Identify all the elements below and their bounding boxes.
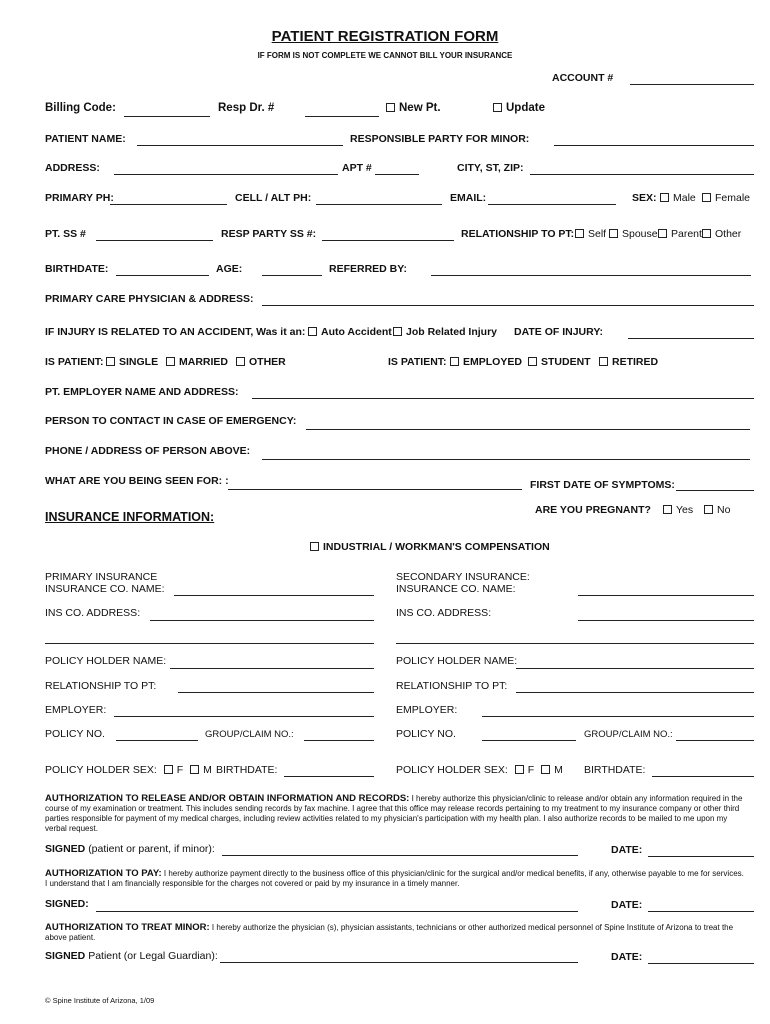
other-marital-label: OTHER (249, 356, 286, 368)
minor-authorization-block (45, 923, 745, 943)
form-subtitle: IF FORM IS NOT COMPLETE WE CANNOT BILL YOUR INSURANCE (257, 51, 513, 60)
primary-employer-label: EMPLOYER: (45, 704, 107, 716)
secondary-insurance-label (396, 571, 530, 595)
patient-name-field[interactable] (137, 145, 343, 146)
signed-guardian-label (45, 950, 218, 962)
checkbox-icon[interactable] (658, 229, 667, 238)
employed-label: EMPLOYED (463, 356, 522, 368)
checkbox-icon[interactable] (386, 103, 395, 112)
m-label: M (554, 764, 563, 776)
resp-ss-field[interactable] (322, 240, 454, 241)
checkbox-icon[interactable] (393, 327, 402, 336)
secondary-policy-holder-label: POLICY HOLDER NAME: (396, 655, 518, 667)
minor-title: AUTHORIZATION TO TREAT MINOR: (45, 922, 210, 933)
update-label: Update (506, 102, 545, 114)
primary-employer-field[interactable] (114, 716, 374, 717)
sex-male-option[interactable] (660, 192, 696, 204)
phone-address-field[interactable] (262, 459, 750, 460)
secondary-insurance-line2: INSURANCE CO. NAME: (396, 583, 516, 595)
first-date-text: FIRST DATE OF SYMPTOMS (530, 479, 672, 491)
ss-field[interactable] (96, 240, 213, 241)
email-label: EMAIL: (450, 192, 487, 204)
secondary-ins-name-field[interactable] (578, 595, 754, 596)
primary-birthdate-field[interactable] (284, 776, 374, 777)
secondary-relationship-label: RELATIONSHIP TO PT: (396, 680, 508, 692)
primary-ins-address-label: INS CO. ADDRESS: (45, 607, 141, 619)
rel-self-option[interactable] (575, 228, 606, 240)
phone-address-label: PHONE / ADDRESS OF PERSON ABOVE: (45, 445, 251, 457)
primary-insurance-label (45, 571, 165, 595)
checkbox-icon[interactable] (310, 542, 319, 551)
primary-insurance-line2: INSURANCE CO. NAME: (45, 583, 165, 595)
account-label: ACCOUNT # (552, 72, 614, 84)
pay-authorization-block (45, 869, 745, 889)
release-title: AUTHORIZATION TO RELEASE AND/OR OBTAIN INFORMATION AND RECORDS: (45, 793, 410, 804)
primary-policy-holder-field[interactable] (170, 668, 374, 669)
primary-ins-name-field[interactable] (174, 595, 374, 596)
checkbox-icon[interactable] (528, 357, 537, 366)
pay-title: AUTHORIZATION TO PAY: (45, 868, 162, 879)
job-injury-label: Job Related Injury (406, 326, 498, 338)
new-pt-label: New Pt. (399, 102, 441, 114)
checkbox-icon[interactable] (308, 327, 317, 336)
f-label: F (176, 764, 184, 776)
sex-female-option[interactable] (702, 192, 750, 204)
signed-rest: Patient (or Legal Guardian): (88, 950, 218, 962)
apt-field[interactable] (375, 174, 419, 175)
birthdate-field[interactable] (116, 275, 209, 276)
primary-insurance-line1: PRIMARY INSURANCE (45, 571, 158, 583)
release-authorization-block (45, 794, 745, 834)
rel-parent-option[interactable] (658, 228, 702, 240)
checkbox-icon[interactable] (515, 765, 524, 774)
release-text-1: I hereby authorize this physician/clinic to release and/or obtain any (411, 794, 648, 803)
checkbox-icon[interactable] (599, 357, 608, 366)
date-label-3: DATE: (611, 951, 643, 963)
primary-relationship-label: RELATIONSHIP TO PT: (45, 680, 157, 692)
insurance-heading: INSURANCE INFORMATION: (45, 510, 215, 524)
secondary-employer-field[interactable] (482, 716, 754, 717)
yes-label: Yes (676, 504, 694, 516)
checkbox-icon[interactable] (106, 357, 115, 366)
industrial-label: INDUSTRIAL / WORKMAN'S COMPENSATION (323, 541, 550, 553)
signed-bold: SIGNED (45, 843, 86, 855)
birthdate-label: BIRTHDATE: (45, 263, 109, 275)
signature-guardian-field[interactable] (220, 962, 578, 963)
date-label-2: DATE: (611, 899, 643, 911)
primary-group-label: GROUP/CLAIM NO.: (205, 729, 294, 740)
checkbox-icon[interactable] (190, 765, 199, 774)
first-date-label: FIRST DATE OF SYMPTOMS: (530, 479, 675, 491)
address-label: ADDRESS: (45, 162, 100, 174)
primary-policy-holder-label: POLICY HOLDER NAME: (45, 655, 167, 667)
primary-holder-sex (45, 764, 212, 776)
account-field[interactable] (630, 84, 754, 85)
secondary-group-label: GROUP/CLAIM NO.: (584, 729, 673, 740)
date-field-3[interactable] (648, 963, 754, 964)
primary-ins-address-field-2[interactable] (45, 643, 374, 644)
ss-label: PT. SS # (45, 228, 86, 240)
m-label: M (203, 764, 212, 776)
checkbox-icon[interactable] (702, 193, 711, 202)
employment-label: IS PATIENT: (388, 356, 447, 368)
checkbox-icon[interactable] (541, 765, 550, 774)
signed-patient-label (45, 843, 215, 855)
resp-dr-label: Resp Dr. # (218, 102, 275, 114)
emergency-field[interactable] (306, 429, 750, 430)
secondary-relationship-field[interactable] (516, 692, 754, 693)
age-label: AGE: (216, 263, 243, 275)
billing-code-field[interactable] (124, 116, 210, 117)
parent-label: Parent (671, 228, 702, 240)
form-title: PATIENT REGISTRATION FORM (271, 28, 499, 45)
other-label: Other (715, 228, 742, 240)
minor-text: I hereby authorize the physician (s), physician assistants, technicians or other authorized medical personnel of Spine Institute of Arizona to treat the above patient. (45, 923, 734, 942)
pregnant-label: ARE YOU PREGNANT? (535, 504, 651, 516)
secondary-birthdate-field[interactable] (652, 776, 754, 777)
responsible-party-field[interactable] (554, 145, 754, 146)
checkbox-icon[interactable] (575, 229, 584, 238)
checkbox-icon[interactable] (660, 193, 669, 202)
retired-label: RETIRED (612, 356, 659, 368)
retired-option[interactable] (599, 356, 658, 368)
checkbox-icon[interactable] (702, 229, 711, 238)
pay-text: I hereby authorize payment directly to the business office of this physician/clinic for the surgical and/or medical benefits, if any, otherwise payable to me for services. I understand that I am financially responsible for the charges not covered or paid by my insurance in a timely manner. (45, 869, 744, 888)
primary-phone-label: PRIMARY PH: (45, 192, 114, 204)
pregnant-yes-option[interactable] (663, 504, 693, 516)
employer-label: PT. EMPLOYER NAME AND ADDRESS: (45, 386, 239, 398)
signed-pay-label: SIGNED: (45, 898, 89, 910)
relationship-label: RELATIONSHIP TO PT: (461, 228, 575, 240)
signature-patient-field[interactable] (222, 855, 578, 856)
primary-policy-no-field[interactable] (116, 740, 198, 741)
single-label: SINGLE (119, 356, 159, 368)
secondary-holder-sex (396, 764, 563, 776)
emergency-label: PERSON TO CONTACT IN CASE OF EMERGENCY: (45, 415, 297, 427)
new-pt-option[interactable] (386, 102, 441, 114)
email-field[interactable] (488, 204, 616, 205)
other-marital-option[interactable] (236, 356, 286, 368)
spouse-label: Spouse (622, 228, 658, 240)
secondary-ins-address-label: INS CO. ADDRESS: (396, 607, 492, 619)
secondary-policy-holder-field[interactable] (516, 668, 754, 669)
employed-option[interactable] (450, 356, 522, 368)
signed-rest: (patient or parent, if minor): (88, 843, 215, 855)
checkbox-icon[interactable] (704, 505, 713, 514)
responsible-party-label: RESPONSIBLE PARTY FOR MINOR: (350, 133, 530, 145)
pcp-field[interactable] (262, 305, 754, 306)
f-label: F (527, 764, 535, 776)
student-label: STUDENT (541, 356, 591, 368)
checkbox-icon[interactable] (236, 357, 245, 366)
auto-accident-option[interactable] (308, 326, 392, 338)
primary-group-field[interactable] (304, 740, 374, 741)
date-field-2[interactable] (648, 911, 754, 912)
secondary-policy-no-label: POLICY NO. (396, 728, 456, 740)
referred-field[interactable] (431, 275, 751, 276)
sex-label: SEX: (632, 192, 657, 204)
resp-ss-label: RESP PARTY SS #: (221, 228, 317, 240)
signature-pay-field[interactable] (96, 911, 578, 912)
employer-field[interactable] (252, 398, 754, 399)
billing-code-label: Billing Code: (45, 102, 116, 114)
checkbox-icon[interactable] (663, 505, 672, 514)
primary-relationship-field[interactable] (178, 692, 374, 693)
secondary-policy-no-field[interactable] (482, 740, 576, 741)
secondary-holder-sex-label: POLICY HOLDER SEX: (396, 764, 508, 776)
cell-phone-label: CELL / ALT PH: (235, 192, 312, 204)
city-field[interactable] (530, 174, 754, 175)
date-field-1[interactable] (648, 856, 754, 857)
signed-bold: SIGNED (45, 950, 86, 962)
checkbox-icon[interactable] (164, 765, 173, 774)
married-label: MARRIED (179, 356, 228, 368)
rel-other-option[interactable] (702, 228, 741, 240)
pregnant-no-option[interactable] (704, 504, 730, 516)
address-field[interactable] (114, 174, 338, 175)
secondary-ins-address-field-2[interactable] (396, 643, 754, 644)
age-field[interactable] (262, 275, 322, 276)
primary-phone-field[interactable] (110, 204, 227, 205)
footer-copyright: © Spine Institute of Arizona, 1/09 (45, 996, 155, 1005)
student-option[interactable] (528, 356, 591, 368)
pcp-label: PRIMARY CARE PHYSICIAN & ADDRESS: (45, 293, 254, 305)
primary-birthdate-label: BIRTHDATE: (216, 764, 278, 776)
single-option[interactable] (106, 356, 158, 368)
industrial-option[interactable] (310, 541, 550, 553)
seen-for-label: WHAT ARE YOU BEING SEEN FOR: : (45, 475, 229, 487)
first-date-field[interactable] (676, 490, 754, 491)
job-injury-option[interactable] (393, 326, 497, 338)
checkbox-icon[interactable] (166, 357, 175, 366)
secondary-birthdate-label: BIRTHDATE: (584, 764, 646, 776)
female-label: Female (715, 192, 751, 204)
married-option[interactable] (166, 356, 228, 368)
checkbox-icon[interactable] (450, 357, 459, 366)
primary-policy-no-label: POLICY NO. (45, 728, 105, 740)
date-injury-label: DATE OF INJURY: (514, 326, 604, 338)
patient-name-label: PATIENT NAME: (45, 133, 126, 145)
secondary-ins-address-field[interactable] (578, 620, 754, 621)
resp-dr-field[interactable] (305, 116, 379, 117)
male-label: Male (673, 192, 696, 204)
cell-phone-field[interactable] (316, 204, 442, 205)
date-label-1: DATE: (611, 844, 643, 856)
date-injury-field[interactable] (628, 338, 754, 339)
update-option[interactable] (493, 102, 545, 114)
rel-spouse-option[interactable] (609, 228, 658, 240)
accident-label: IF INJURY IS RELATED TO AN ACCIDENT, Was it an: (45, 326, 306, 338)
primary-holder-sex-label: POLICY HOLDER SEX: (45, 764, 157, 776)
auto-accident-label: Auto Accident (321, 326, 392, 338)
seen-for-field[interactable] (228, 489, 522, 490)
checkbox-icon[interactable] (609, 229, 618, 238)
release-text-2: information required in the course of my examination or treatment. This includes sending records by fax machine. I agree that this office may release records pertaining to my treatment to my insurance company or other third parties responsible for payment of my medical charges, including review activities related to my physician's participation with my health plan. I also authorize records to be mailed to me upon my verbal request. (45, 794, 743, 833)
checkbox-icon[interactable] (493, 103, 502, 112)
secondary-group-field[interactable] (676, 740, 754, 741)
apt-label: APT # (342, 162, 372, 174)
secondary-employer-label: EMPLOYER: (396, 704, 458, 716)
city-label: CITY, ST, ZIP: (457, 162, 524, 174)
marital-label: IS PATIENT: (45, 356, 104, 368)
secondary-insurance-line1: SECONDARY INSURANCE: (396, 571, 530, 583)
self-label: Self (588, 228, 607, 240)
primary-ins-address-field[interactable] (150, 620, 374, 621)
no-label: No (717, 504, 731, 516)
referred-label: REFERRED BY: (329, 263, 407, 275)
